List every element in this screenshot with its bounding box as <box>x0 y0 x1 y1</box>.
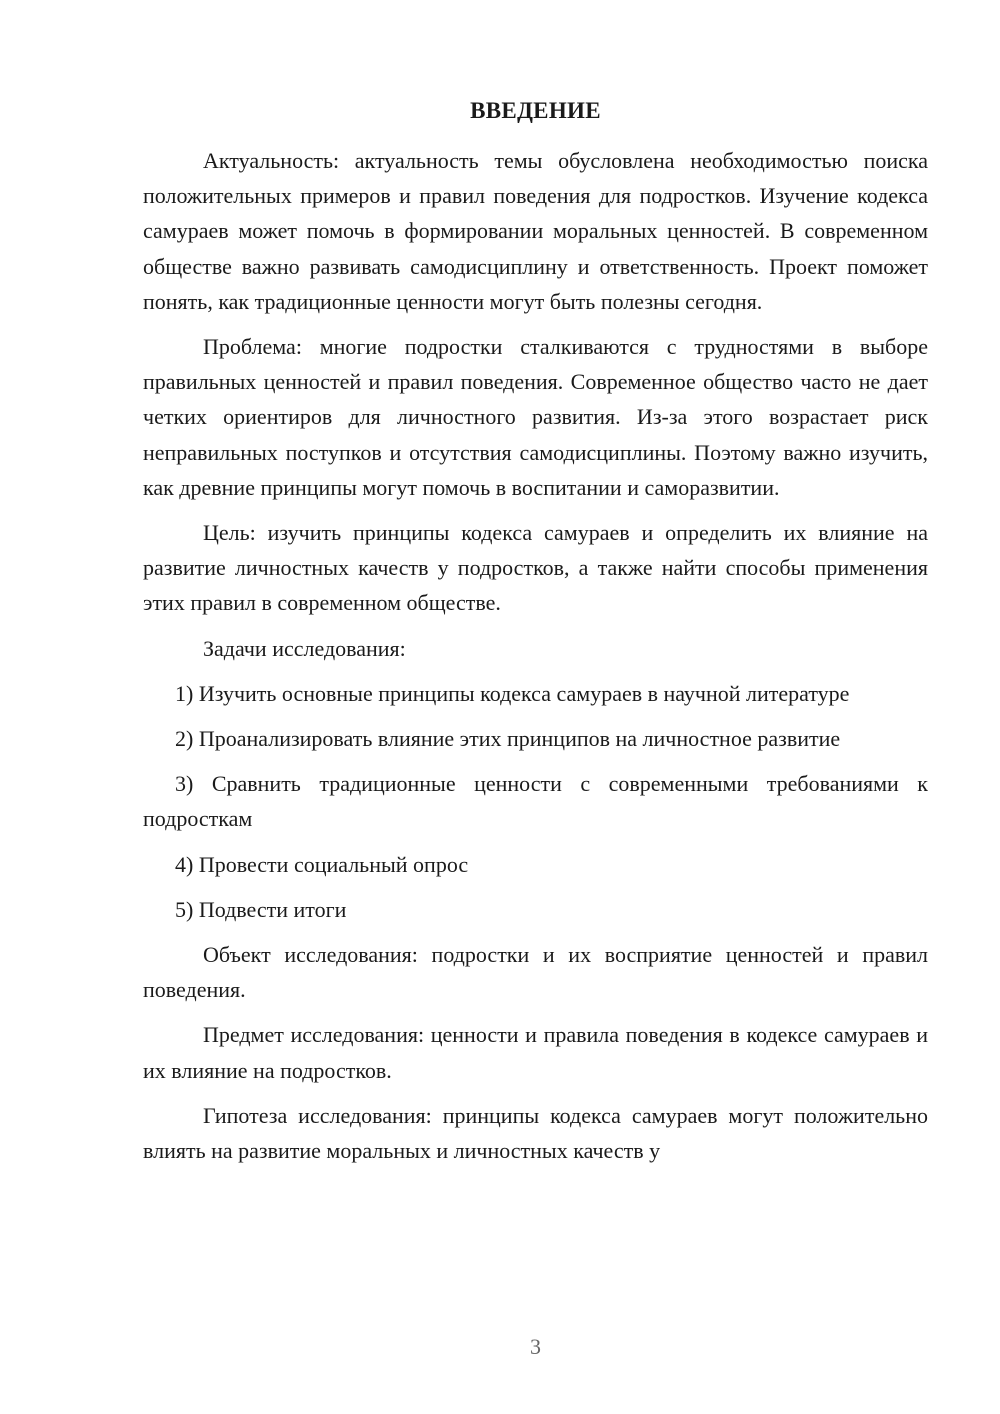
page-title: ВВЕДЕНИЕ <box>470 98 601 123</box>
document-page <box>143 0 928 1414</box>
hypothesis-paragraph: Гипотеза исследования: принципы кодекса самураев могут положительно влиять на развитие моральных и личностных качеств у <box>143 1102 928 1164</box>
subject-paragraph: Предмет исследования: ценности и правила поведения в кодексе самураев и их влияние на подростков. <box>143 1022 928 1083</box>
task-item-5: 5) Подвести итоги <box>175 896 347 922</box>
document-body <box>143 143 928 1178</box>
task-item-2: 2) Проанализировать влияние этих принципов на личностное развитие <box>175 726 841 752</box>
task-item-3: 3) Сравнить традиционные ценности с современными требованиями к подросткам <box>143 771 928 832</box>
page-number: 3 <box>530 1334 541 1359</box>
relevance-paragraph: Актуальность: актуальность темы обусловлена необходимостью поиска положительных примеров и правил поведения для подростков. Изучение кодекса самураев может помочь в формировании моральных ценностей. В современном обществе важно развивать самодисциплину и ответственность. Проект поможет понять, как традиционные ценности могут быть полезны сегодня. <box>143 148 928 314</box>
object-paragraph: Объект исследования: подростки и их восприятие ценностей и правил поведения. <box>143 942 928 1003</box>
task-item-1: 1) Изучить основные принципы кодекса самураев в научной литературе <box>175 680 850 706</box>
problem-paragraph: Проблема: многие подростки сталкиваются с трудностями в выборе правильных ценностей и правил поведения. Современное общество часто не дает четких ориентиров для личностного развития. Из-за этого возрастает риск неправильных поступков и отсутствия самодисциплины. Поэтому важно изучить, как древние принципы могут помочь в воспитании и саморазвитии. <box>143 334 928 500</box>
goal-paragraph: Цель: изучить принципы кодекса самураев и определить их влияние на развитие личностных качеств у подростков, а также найти способы применения этих правил в современном обществе. <box>143 520 928 616</box>
task-item-4: 4) Провести социальный опрос <box>175 851 469 877</box>
tasks-title: Задачи исследования: <box>203 635 406 661</box>
